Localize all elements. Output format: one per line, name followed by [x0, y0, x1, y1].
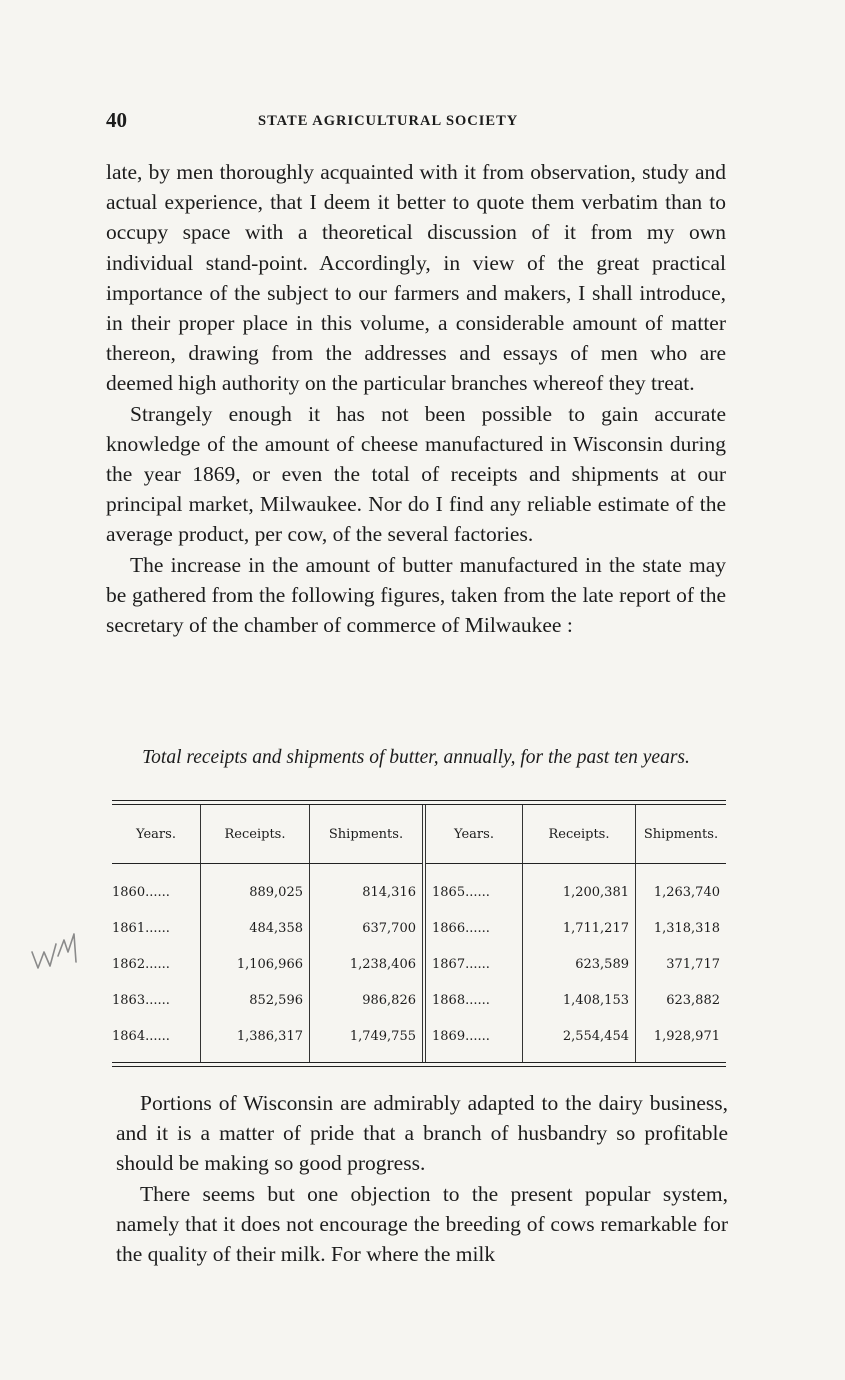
table-cell: 1860...... — [112, 864, 201, 911]
table-cell: 1865...... — [424, 864, 523, 911]
column-header: Receipts. — [523, 805, 636, 864]
table-bottom-rule — [112, 1062, 726, 1067]
table-row — [112, 982, 726, 1018]
table-row — [112, 910, 726, 946]
table-cell: 1864...... — [112, 1018, 201, 1062]
running-head: STATE AGRICULTURAL SOCIETY — [258, 113, 519, 129]
paragraph: Portions of Wisconsin are admirably adapted to the dairy business, and it is a matter of pride that a branch of husbandry so profitable should be making so good progress. — [116, 1091, 728, 1176]
column-header: Years. — [424, 805, 523, 864]
column-header: Receipts. — [201, 805, 310, 864]
table-cell: 637,700 — [310, 910, 425, 946]
table-cell: 1867...... — [424, 946, 523, 982]
table-cell: 1869...... — [424, 1018, 523, 1062]
table-cell: 1,386,317 — [201, 1018, 310, 1062]
butter-table — [112, 800, 726, 1067]
column-header: Shipments. — [636, 805, 727, 864]
table-cell: 1,263,740 — [653, 884, 720, 900]
paragraph: late, by men thoroughly acquainted with it from observation, study and actual experience, that I deem it better to quote them verbatim than to occupy space with a theoretical discussion of it from my own individual stand-point. Accordingly, in view of the great practical importance of the subject to our farmers and makers, I shall introduce, in their proper place in this volume, a considerable amount of matter thereon, drawing from the addresses and essays of men who are deemed high authority on the particular branches whereof they treat. — [106, 160, 726, 396]
page-number: 40 — [106, 108, 127, 132]
page-header — [106, 108, 726, 136]
body-text-top — [106, 157, 726, 640]
table-cell: 1,749,755 — [310, 1018, 425, 1062]
handwritten-margin-mark-icon — [28, 922, 88, 977]
table-cell: 889,025 — [201, 864, 310, 911]
table-cell: 1,711,217 — [523, 910, 636, 946]
paragraph: There seems but one objection to the present popular system, namely that it does not encourage the breeding of cows remarkable for the quality of their milk. For where the milk — [116, 1181, 728, 1267]
table-cell: 1866...... — [424, 910, 523, 946]
table-row — [112, 864, 726, 911]
table-row — [112, 1018, 726, 1062]
table-cell: 623,589 — [523, 946, 636, 982]
table-cell: 1861...... — [112, 910, 201, 946]
column-header: Shipments. — [310, 805, 425, 864]
table-cell: 1863...... — [112, 982, 201, 1018]
table-cell: 1,408,153 — [523, 982, 636, 1018]
table-cell: 986,826 — [310, 982, 425, 1018]
table-header-row — [112, 805, 726, 864]
table-cell: 1,928,971 — [653, 1028, 720, 1044]
table-cell: 814,316 — [310, 864, 425, 911]
table-row — [112, 946, 726, 982]
table-cell: 1,106,966 — [201, 946, 310, 982]
table-cell: 1,318,318 — [653, 920, 720, 936]
table-cell: 1862...... — [112, 946, 201, 982]
table-cell: 1,238,406 — [310, 946, 425, 982]
table-cell: 852,596 — [201, 982, 310, 1018]
table-cell: 484,358 — [201, 910, 310, 946]
body-text-bottom — [116, 1088, 728, 1269]
table-caption: Total receipts and shipments of butter, annually, for the past ten years. — [142, 747, 690, 768]
column-header: Years. — [112, 805, 201, 864]
table-cell: 1868...... — [424, 982, 523, 1018]
table-cell: 2,554,454 — [523, 1018, 636, 1062]
table-cell: 623,882 — [666, 992, 720, 1008]
table-cell: 371,717 — [666, 956, 720, 972]
paragraph: The increase in the amount of butter manufactured in the state may be gathered from the following figures, taken from the late report of the secretary of the chamber of commerce of Milwaukee : — [106, 552, 726, 638]
table-cell: 1,200,381 — [523, 864, 636, 911]
paragraph: Strangely enough it has not been possible to gain accurate knowledge of the amount of cheese manufactured in Wisconsin during the year 1869, or even the total of receipts and shipments at our principal market, Milwaukee. Nor do I find any reliable estimate of the average product, per cow, of the several factories. — [106, 401, 726, 547]
